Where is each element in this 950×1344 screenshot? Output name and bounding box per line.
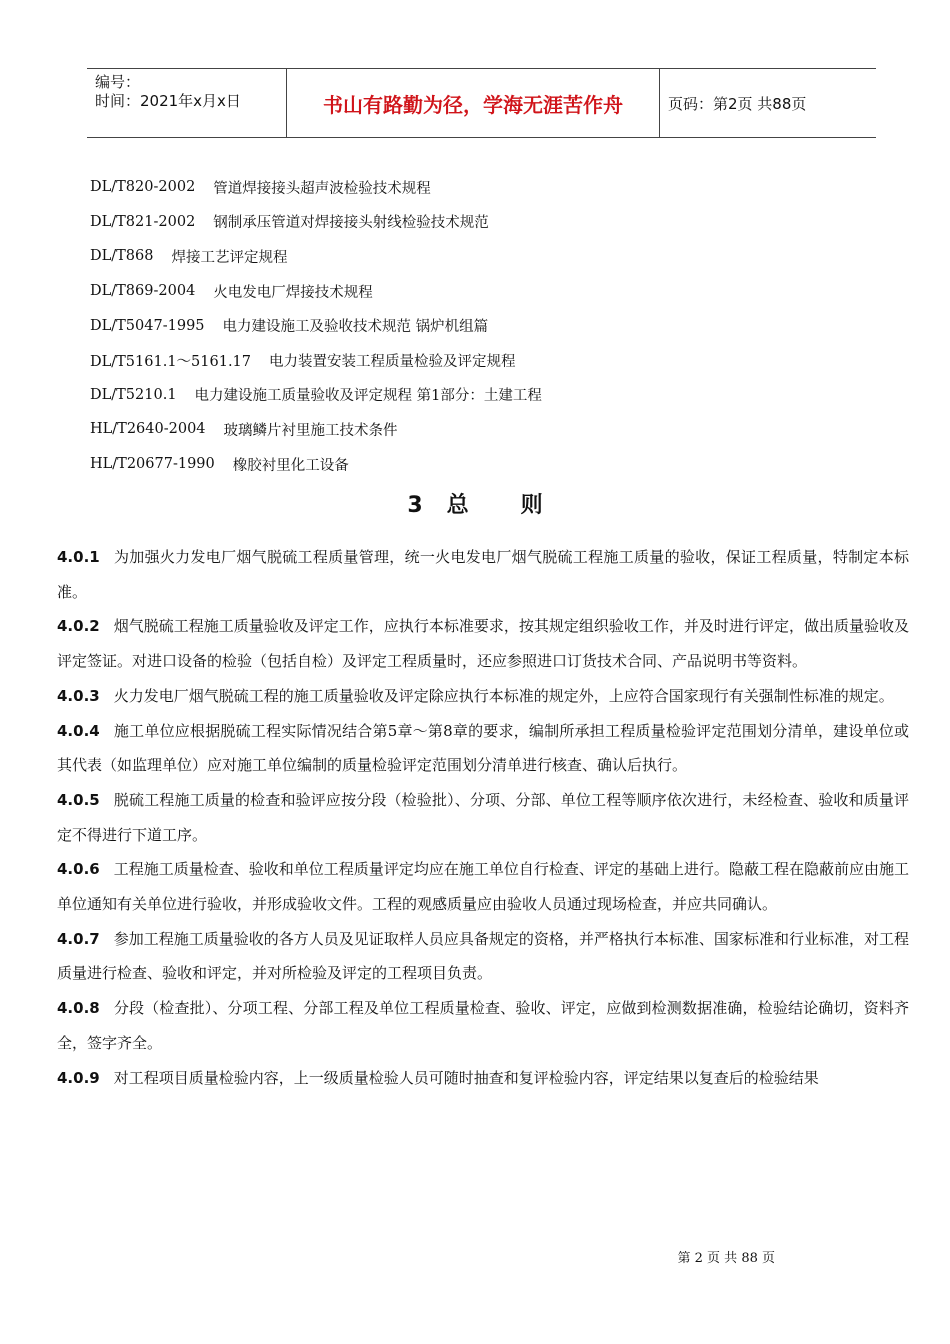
clause-text: 对工程项目质量检验内容，上一级质量检验人员可随时抽查和复评检验内容，评定结果以复查后的检验结果 [113,1068,819,1087]
list-item [90,378,542,413]
clause-number: 4.0.4 [57,721,100,740]
clause-text: 分段（检查批）、分项工程、分部工程及单位工程质量检查、验收、评定，应做到检测数据准确，检验结论确切，资料齐全，签字齐全。 [57,999,909,1052]
list-item [90,239,542,274]
clause-paragraph [57,609,909,678]
clause-text: 烟气脱硫工程施工质量验收及评定工作，应执行本标准要求，按其规定组织验收工作，并及时进行评定，做出质量验收及评定签证。对进口设备的检验（包括自检）及评定工程质量时，还应参照进口订货技术合同、产品说明书等资料。 [57,617,909,671]
header-page-info: 页码：第2页 共88页 [668,94,807,113]
clause-text: 火力发电厂烟气脱硫工程的施工质量验收及评定除应执行本标准的规定外，上应符合国家现行有关强制性标准的规定。 [113,686,894,705]
clause-paragraph [57,991,909,1060]
clause-number: 4.0.2 [57,617,100,636]
standard-code: DL/T5161.1～5161.17 [90,353,252,370]
clause-paragraph [57,679,909,714]
standard-code: HL/T2640-2004 [90,421,206,438]
document-number-label: 编号： [95,73,141,91]
list-item [90,412,542,447]
page-header [87,68,876,138]
clause-text: 为加强火力发电厂烟气脱硫工程质量管理，统一火电发电厂烟气脱硫工程施工质量的验收，保证工程质量，特制定本标准。 [57,548,909,601]
standard-title: 电力建设施工质量验收及评定规程 第1部分：土建工程 [194,388,542,405]
clause-number: 4.0.3 [57,686,100,705]
clause-number: 4.0.7 [57,929,100,948]
standard-code: DL/T5047-1995 [90,317,205,334]
standard-code: DL/T869-2004 [90,283,196,300]
section-heading [0,488,950,519]
clause-paragraph [57,1061,909,1096]
page-footer: 第 2 页 共 88 页 [677,1251,775,1266]
standard-title: 电力建设施工及验收技术规范 锅炉机组篇 [222,319,489,336]
list-item [90,205,542,240]
standard-title: 焊接工艺评定规程 [171,249,288,266]
clause-number: 4.0.9 [57,1068,100,1087]
clause-paragraph [57,922,909,991]
clauses-list [57,540,909,1095]
reference-standards-list [90,170,542,481]
standard-code: DL/T820-2002 [90,179,196,196]
section-title-part: 总 [446,493,469,518]
standard-title: 钢制承压管道对焊接接头射线检验技术规范 [213,215,489,232]
clause-number: 4.0.6 [57,860,100,879]
clause-paragraph [57,852,909,921]
clause-text: 脱硫工程施工质量的检查和验评应按分段（检验批）、分项、分部、单位工程等顺序依次进行，未经检查、验收和质量评定不得进行下道工序。 [57,790,909,844]
clause-paragraph [57,714,909,783]
section-number: 3 [407,493,423,518]
list-item [90,343,542,378]
clause-text: 工程施工质量检查、验收和单位工程质量评定均应在施工单位自行检查、评定的基础上进行。隐蔽工程在隐蔽前应由施工单位通知有关单位进行验收，并形成验收文件。工程的观感质量应由验收人员通过现场检查，并应共同确认。 [57,860,909,914]
standard-code: DL/T821-2002 [90,213,196,230]
clause-paragraph [57,540,909,609]
list-item [90,447,542,482]
standard-title: 橡胶衬里化工设备 [232,457,349,474]
list-item [90,308,542,343]
standard-code: DL/T5210.1 [90,386,177,403]
section-title-part: 则 [520,493,543,518]
standard-title: 电力装置安装工程质量检验及评定规程 [269,353,516,370]
document-time-label: 时间：2021年x月x日 [95,92,241,110]
standard-title: 管道焊接接头超声波检验技术规程 [213,180,431,197]
header-meta [87,69,287,137]
list-item [90,274,542,309]
clause-text: 施工单位应根据脱硫工程实际情况结合第5章～第8章的要求，编制所承担工程质量检验评定范围划分清单，建设单位或其代表（如监理单位）应对施工单位编制的质量检验评定范围划分清单进行核查、确认后执行。 [57,721,909,775]
standard-title: 玻璃鳞片衬里施工技术条件 [223,422,398,439]
list-item [90,170,542,205]
clause-number: 4.0.5 [57,790,100,809]
standard-code: DL/T868 [90,248,154,265]
standard-code: HL/T20677-1990 [90,456,215,473]
clause-number: 4.0.8 [57,999,100,1018]
clause-text: 参加工程施工质量验收的各方人员及见证取样人员应具备规定的资格，并严格执行本标准、国家标准和行业标准，对工程质量进行检查、验收和评定，并对所检验及评定的工程项目负责。 [57,929,909,983]
header-motto: 书山有路勤为径，学海无涯苦作舟 [287,69,660,137]
clause-paragraph [57,783,909,852]
standard-title: 火电发电厂焊接技术规程 [213,284,373,301]
clause-number: 4.0.1 [57,548,100,566]
